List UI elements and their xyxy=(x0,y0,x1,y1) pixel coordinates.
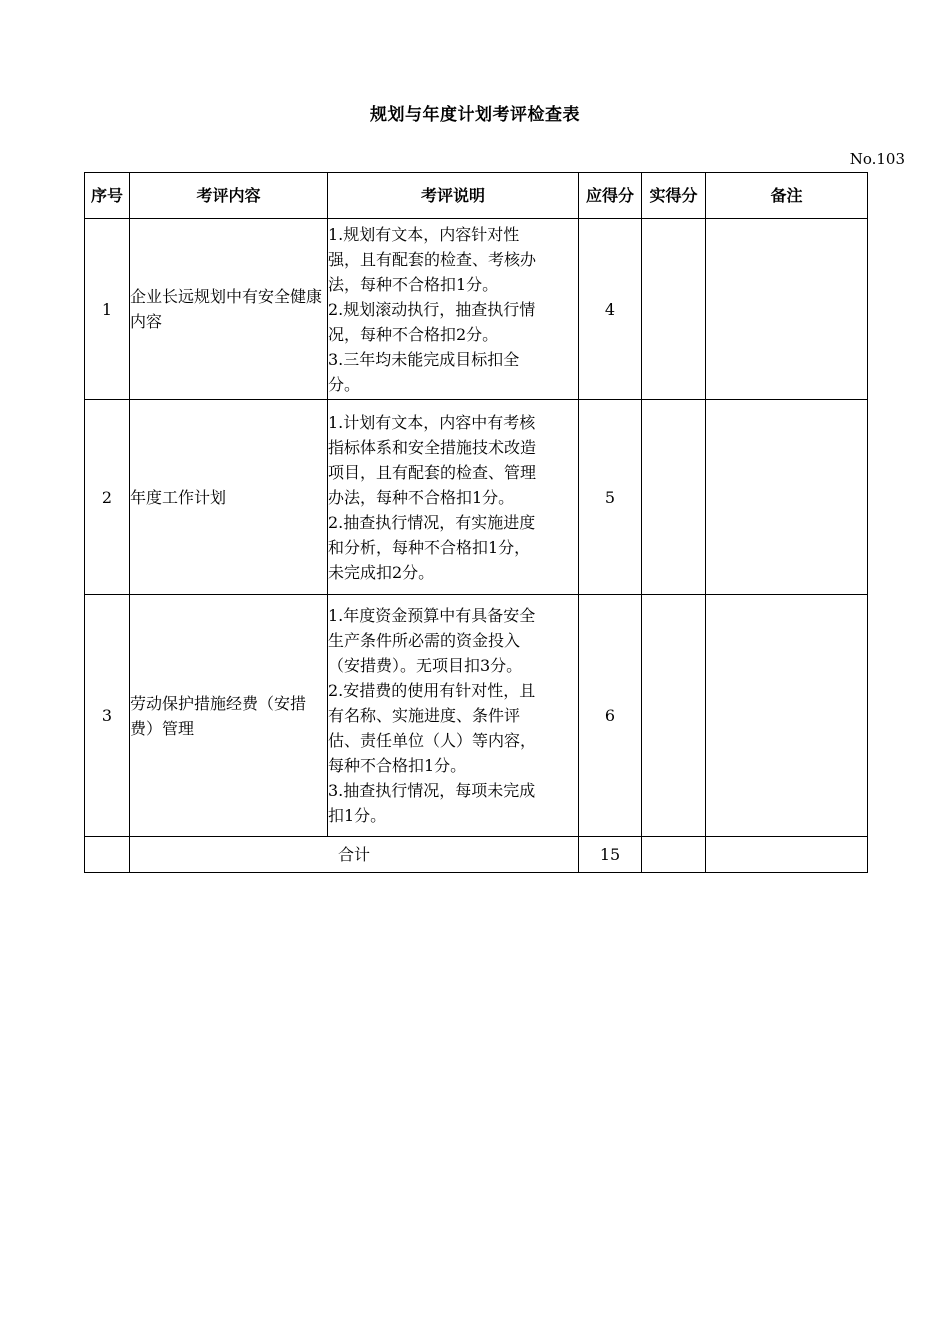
description-line: 项目，且有配套的检查、管理 xyxy=(328,462,537,482)
description-line: 每种不合格扣1分。 xyxy=(328,756,467,775)
description-line: 3.三年均未能完成目标扣全 xyxy=(328,349,520,369)
header-index: 序号 xyxy=(85,173,130,219)
row-remark[interactable] xyxy=(706,595,868,837)
description-line: 指标体系和安全措施技术改造 xyxy=(328,437,537,457)
description-line: 法，每种不合格扣1分。 xyxy=(328,274,499,294)
description-line: 和分析，每种不合格扣1分， xyxy=(328,537,531,557)
table-row xyxy=(85,400,868,595)
header-row xyxy=(85,173,868,219)
row-content: 企业长远规划中有安全健康内容 xyxy=(130,219,328,400)
description-line: 况，每种不合格扣2分。 xyxy=(328,324,499,344)
description-line: 1.规划有文本，内容针对性 xyxy=(328,224,520,244)
row-remark[interactable] xyxy=(706,400,868,595)
table-row xyxy=(85,219,868,400)
description-line: 1.年度资金预算中有具备安全 xyxy=(328,606,536,625)
row-actual[interactable] xyxy=(642,219,706,400)
row-index: 3 xyxy=(85,595,130,837)
description-line: 有名称、实施进度、条件评 xyxy=(328,706,521,725)
header-actual: 实得分 xyxy=(642,173,706,219)
description-line: 估、责任单位（人）等内容， xyxy=(328,731,537,750)
table-row xyxy=(85,595,868,837)
total-actual[interactable] xyxy=(642,837,706,873)
header-description: 考评说明 xyxy=(328,173,579,219)
description-line: 未完成扣2分。 xyxy=(328,562,435,582)
description-line: 分。 xyxy=(328,374,361,394)
document-number: No.103 xyxy=(849,150,905,168)
row-description xyxy=(328,595,579,837)
evaluation-table xyxy=(84,172,868,873)
row-actual[interactable] xyxy=(642,400,706,595)
total-remark[interactable] xyxy=(706,837,868,873)
row-actual[interactable] xyxy=(642,595,706,837)
description-line: 3.抽查执行情况，每项未完成 xyxy=(328,781,536,800)
header-score: 应得分 xyxy=(579,173,642,219)
row-score: 5 xyxy=(579,400,642,595)
description-line: 2.安措费的使用有针对性，且 xyxy=(328,681,536,700)
row-content: 劳动保护措施经费（安措费）管理 xyxy=(130,595,328,837)
row-description xyxy=(328,400,579,595)
description-line: 2.规划滚动执行，抽查执行情 xyxy=(328,299,536,319)
row-score: 4 xyxy=(579,219,642,400)
row-remark[interactable] xyxy=(706,219,868,400)
description-line: 2.抽查执行情况，有实施进度 xyxy=(328,512,536,532)
header-content: 考评内容 xyxy=(130,173,328,219)
header-remark: 备注 xyxy=(706,173,868,219)
total-index-cell xyxy=(85,837,130,873)
total-label: 合计 xyxy=(130,837,579,873)
row-description xyxy=(328,219,579,400)
description-line: 生产条件所必需的资金投入 xyxy=(328,631,521,650)
description-line: 强，且有配套的检查、考核办 xyxy=(328,249,537,269)
row-content: 年度工作计划 xyxy=(130,400,328,595)
description-line: （安措费）。无项目扣3分。 xyxy=(328,656,523,675)
total-row xyxy=(85,837,868,873)
row-index: 2 xyxy=(85,400,130,595)
row-index: 1 xyxy=(85,219,130,400)
row-score: 6 xyxy=(579,595,642,837)
page-title: 规划与年度计划考评检查表 xyxy=(370,105,580,125)
total-score: 15 xyxy=(579,837,642,873)
description-line: 办法，每种不合格扣1分。 xyxy=(328,487,515,507)
description-line: 1.计划有文本，内容中有考核 xyxy=(328,412,536,432)
description-line: 扣1分。 xyxy=(328,806,387,825)
